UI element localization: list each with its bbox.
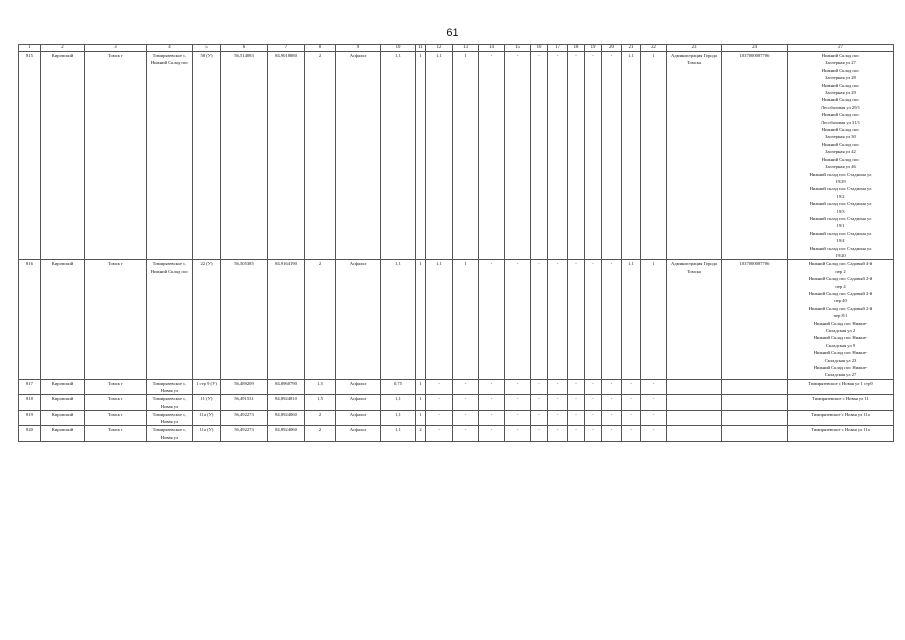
table-cell: 816 — [19, 260, 41, 380]
table-cell: - — [531, 379, 548, 395]
table-cell: - — [602, 426, 622, 442]
table-cell: - — [505, 395, 531, 411]
table-cell: 84,8924060 — [268, 410, 305, 426]
table-cell — [667, 410, 722, 426]
column-number-header: 5 — [193, 45, 221, 52]
table-cell: 1 — [453, 260, 479, 380]
address-line: 19/3 — [836, 208, 845, 214]
address-line: Лесобазовая ул 31/1 — [820, 119, 861, 125]
table-cell: Асфальт — [336, 260, 381, 380]
table-cell: - — [585, 260, 602, 380]
table-cell: 2 — [305, 426, 336, 442]
address-line: 19/20 — [835, 252, 846, 258]
table-cell: 1 — [416, 410, 426, 426]
address-line: Нижний Склад пос Нижне- — [813, 335, 868, 341]
column-number-header: 21 — [622, 45, 641, 52]
table-cell: 1,1 — [426, 52, 453, 260]
table-cell: - — [585, 426, 602, 442]
table-cell: - — [622, 426, 641, 442]
table-cell — [722, 379, 788, 395]
table-cell: Кировский — [41, 395, 85, 411]
address-line: Нижний Склад пос Нижне- — [813, 350, 868, 356]
column-number-header: 24 — [722, 45, 788, 52]
address-line: 19/29 — [835, 178, 846, 184]
table-cell: - — [641, 379, 667, 395]
table-cell — [722, 410, 788, 426]
address-line: пер 8/1 — [833, 313, 848, 319]
table-cell: - — [531, 410, 548, 426]
table-cell: 1 — [416, 379, 426, 395]
table-cell: 1 — [641, 52, 667, 260]
table-cell: Томск г — [85, 260, 147, 380]
table-cell: - — [505, 52, 531, 260]
table-cell: - — [585, 379, 602, 395]
table-cell: - — [602, 410, 622, 426]
address-line: Складская ул 23 — [824, 357, 857, 363]
table-cell: - — [479, 260, 505, 380]
table-cell: 1,1 — [622, 52, 641, 260]
table-cell: 56,514083 — [221, 52, 268, 260]
table-cell: 1,1 — [381, 52, 416, 260]
table-cell: - — [505, 410, 531, 426]
table-cell: Администрация Города Томска — [667, 52, 722, 260]
table-cell: - — [568, 395, 585, 411]
address-line: Нижний Склад пос — [821, 141, 860, 147]
table-cell: - — [548, 410, 568, 426]
table-cell: 1 — [416, 52, 426, 260]
column-number-header: 1 — [19, 45, 41, 52]
address-line: Заозерная ул 30 — [825, 134, 856, 140]
column-number-header: 14 — [479, 45, 505, 52]
table-cell: 1 — [453, 52, 479, 260]
table-cell: - — [622, 410, 641, 426]
table-cell: 819 — [19, 410, 41, 426]
address-line: Складская ул 2 — [825, 328, 856, 334]
table-cell: Кировский — [41, 426, 85, 442]
table-cell: - — [602, 379, 622, 395]
table-cell: Томск г — [85, 379, 147, 395]
address-line: Нижний Склад пос — [821, 127, 860, 133]
table-cell: Асфальт — [336, 395, 381, 411]
table-cell: - — [531, 426, 548, 442]
table-cell: - — [641, 410, 667, 426]
column-number-header: 16 — [531, 45, 548, 52]
column-number-header: 23 — [667, 45, 722, 52]
column-number-header: 19 — [585, 45, 602, 52]
page-number: 61 — [446, 27, 459, 39]
table-cell: Тимирязевское с, Новая ул — [147, 410, 193, 426]
table-cell: Томск г — [85, 426, 147, 442]
table-cell: 0,75 — [381, 379, 416, 395]
address-line: Складская ул 27 — [824, 372, 857, 378]
table-cell: 84,9164190 — [268, 260, 305, 380]
table-cell — [667, 395, 722, 411]
address-line: Нижний склад пос Стадиона ул — [809, 245, 872, 251]
table-cell: - — [585, 395, 602, 411]
table-cell: - — [568, 410, 585, 426]
address-line: Заозерная ул 27 — [825, 60, 856, 66]
column-number-header: 3 — [85, 45, 147, 52]
table-cell: - — [479, 410, 505, 426]
column-number-header: 8 — [305, 45, 336, 52]
table-cell: 84,8924060 — [268, 426, 305, 442]
table-cell: 2 — [305, 260, 336, 380]
table-cell: 820 — [19, 426, 41, 442]
table-cell: - — [548, 426, 568, 442]
address-list-cell — [788, 426, 894, 442]
table-cell: - — [568, 52, 585, 260]
table-cell: - — [585, 410, 602, 426]
table-cell: 56,505385 — [221, 260, 268, 380]
address-line: пер 40 — [834, 298, 847, 304]
address-line: Заозерная ул 42 — [825, 149, 856, 155]
table-row — [19, 410, 894, 426]
column-number-header: 13 — [453, 45, 479, 52]
register-table — [18, 44, 894, 442]
address-line: Нижний Склад пос Нижне- — [813, 320, 868, 326]
table-cell: - — [622, 379, 641, 395]
table-cell: - — [531, 395, 548, 411]
column-number-header: 10 — [381, 45, 416, 52]
table-cell: - — [568, 379, 585, 395]
address-line: Нижний Склад пос Садовый 4-й — [808, 261, 873, 267]
table-cell: - — [531, 260, 548, 380]
table-cell: - — [479, 379, 505, 395]
table-cell: - — [548, 379, 568, 395]
table-cell: Кировский — [41, 260, 85, 380]
address-line: 19/1 — [836, 223, 845, 229]
table-cell: 1,5 — [305, 395, 336, 411]
column-number-header: 9 — [336, 45, 381, 52]
column-number-header: 4 — [147, 45, 193, 52]
column-number-header: 20 — [602, 45, 622, 52]
table-cell: 1 — [416, 260, 426, 380]
table-cell: - — [426, 379, 453, 395]
column-number-header: 2 — [41, 45, 85, 52]
table-cell: - — [531, 52, 548, 260]
table-cell: - — [548, 260, 568, 380]
table-cell: 815 — [19, 52, 41, 260]
address-line: 19/4 — [836, 238, 845, 244]
table-cell: Асфальт — [336, 52, 381, 260]
address-list-cell — [788, 260, 894, 380]
table-cell: 11а (У) — [193, 426, 221, 442]
address-line: Тимирязевское с Новая ул 11 — [812, 396, 869, 402]
table-cell: - — [602, 260, 622, 380]
column-number-header: 15 — [505, 45, 531, 52]
table-cell: - — [426, 426, 453, 442]
address-line: 19/2 — [836, 193, 845, 199]
table-cell: - — [479, 395, 505, 411]
table-cell: Администрация Города Томска — [667, 260, 722, 380]
address-line: Нижний склад пос Стадиона ул — [809, 230, 872, 236]
table-cell: 58 (У) — [193, 52, 221, 260]
table-cell: 1,1 — [381, 395, 416, 411]
address-list-cell — [788, 395, 894, 411]
table-cell: - — [479, 426, 505, 442]
table-row — [19, 379, 894, 395]
table-cell: 1 — [416, 395, 426, 411]
address-line: Нижний склад пос Стадиона ул — [809, 215, 872, 221]
table-cell: Тимирязевское с, Нижний Склад пос — [147, 260, 193, 380]
table-cell: Асфальт — [336, 426, 381, 442]
table-cell: 2 — [305, 52, 336, 260]
address-line: Нижний Склад пос Садовый 2-й — [808, 276, 873, 282]
table-cell: - — [548, 52, 568, 260]
address-line: Заозерная ул 29 — [825, 90, 856, 96]
address-line: пер 2 — [835, 268, 846, 274]
table-cell: 1 стр 9 (У) — [193, 379, 221, 395]
table-cell: 56,492273 — [221, 410, 268, 426]
table-cell: Кировский — [41, 52, 85, 260]
address-line: пер 4 — [835, 283, 846, 289]
table-cell: - — [426, 395, 453, 411]
address-line: Нижний Склад пос — [821, 97, 860, 103]
table-cell: Тимирязевское с, Новая ул — [147, 395, 193, 411]
table-row — [19, 260, 894, 380]
column-number-header: 27 — [788, 45, 894, 52]
column-number-header: 18 — [568, 45, 585, 52]
table-cell: Тимирязевское с, Новая ул — [147, 379, 193, 395]
address-list-cell — [788, 52, 894, 260]
column-number-header: 7 — [268, 45, 305, 52]
table-cell: - — [548, 395, 568, 411]
table-cell: - — [585, 52, 602, 260]
table-cell: 56,489209 — [221, 379, 268, 395]
address-list-cell — [788, 379, 894, 395]
address-line: Нижний Склад пос — [821, 53, 860, 58]
table-cell: - — [453, 410, 479, 426]
table-cell: 2 — [416, 426, 426, 442]
table-cell: Томск г — [85, 395, 147, 411]
table-cell: 56,492273 — [221, 426, 268, 442]
table-cell: Томск г — [85, 52, 147, 260]
address-line: Складская ул 9 — [825, 342, 856, 348]
address-line: Нижний Склад пос — [821, 82, 860, 88]
table-cell: 1,1 — [381, 410, 416, 426]
table-cell: Тимирязевское с, Нижний Склад пос — [147, 52, 193, 260]
table-cell: Кировский — [41, 410, 85, 426]
table-cell: 56,491531 — [221, 395, 268, 411]
table-cell: 11 (У) — [193, 395, 221, 411]
table-cell: - — [602, 52, 622, 260]
table-cell — [722, 395, 788, 411]
table-cell: Асфальт — [336, 379, 381, 395]
column-number-header: 22 — [641, 45, 667, 52]
address-line: Тимирязевское с Новая ул 1 стр9 — [808, 380, 873, 386]
table-cell: 84,8924810 — [268, 395, 305, 411]
address-line: Лесобазовая ул 29/1 — [820, 104, 861, 110]
table-cell: 1,1 — [622, 260, 641, 380]
table-cell: Кировский — [41, 379, 85, 395]
table-cell: 1,1 — [381, 426, 416, 442]
table-cell: 1,5 — [305, 379, 336, 395]
address-line: Заозерная ул 28 — [825, 75, 856, 81]
address-line: Тимирязевское с Новая ул 11а — [811, 411, 870, 417]
table-cell: - — [426, 410, 453, 426]
address-line: Заозерная ул 46 — [825, 164, 856, 170]
table-cell: 22 (У) — [193, 260, 221, 380]
table-cell: - — [641, 395, 667, 411]
table-cell: - — [568, 260, 585, 380]
table-cell: - — [453, 395, 479, 411]
table-cell — [667, 379, 722, 395]
table-cell: - — [453, 379, 479, 395]
table-cell — [667, 426, 722, 442]
table-cell: 11а (У) — [193, 410, 221, 426]
column-number-header: 6 — [221, 45, 268, 52]
table-cell: 818 — [19, 395, 41, 411]
table-cell: 84,9018880 — [268, 52, 305, 260]
address-line: Нижний Склад пос — [821, 112, 860, 118]
address-line: Нижний Склад пос Нижне- — [813, 365, 868, 371]
address-line: Нижний Склад пос — [821, 67, 860, 73]
table-cell: Асфальт — [336, 410, 381, 426]
address-line: Нижний Склад пос Садовый 2-й — [808, 291, 873, 296]
table-row — [19, 52, 894, 260]
table-cell: 817 — [19, 379, 41, 395]
address-line: Нижний Склад пос Садовый 2-й — [808, 305, 873, 311]
table-cell: Тимирязевское с, Новая ул — [147, 426, 193, 442]
table-row — [19, 426, 894, 442]
address-line: Нижний склад пос Стадиона ул — [809, 201, 872, 207]
address-line: Нижний Склад пос — [821, 156, 860, 162]
column-number-header: 11 — [416, 45, 426, 52]
table-cell: - — [453, 426, 479, 442]
table-cell: - — [505, 260, 531, 380]
table-row — [19, 395, 894, 411]
address-line: Нижний склад пос Стадиона ул — [809, 171, 872, 177]
table-cell: 1 — [641, 260, 667, 380]
table-cell: - — [479, 52, 505, 260]
header-row — [19, 45, 894, 52]
table-cell: 1037000087706 — [722, 260, 788, 380]
address-line: Нижний склад пос Стадиона ул — [809, 186, 872, 192]
column-number-header: 12 — [426, 45, 453, 52]
table-cell: - — [505, 379, 531, 395]
address-list-cell — [788, 410, 894, 426]
table-cell: - — [568, 426, 585, 442]
table-cell: 2 — [305, 410, 336, 426]
table-cell: 84,8960790 — [268, 379, 305, 395]
table-cell: 1,1 — [426, 260, 453, 380]
table-cell: Томск г — [85, 410, 147, 426]
table-cell: 1037000087706 — [722, 52, 788, 260]
address-line: Тимирязевское с Новая ул 11а — [811, 427, 870, 433]
column-number-header: 17 — [548, 45, 568, 52]
table-cell — [722, 426, 788, 442]
table-cell: - — [505, 426, 531, 442]
table-cell: - — [641, 426, 667, 442]
table-cell: - — [602, 395, 622, 411]
table-cell: 1,1 — [381, 260, 416, 380]
table-cell: - — [622, 395, 641, 411]
